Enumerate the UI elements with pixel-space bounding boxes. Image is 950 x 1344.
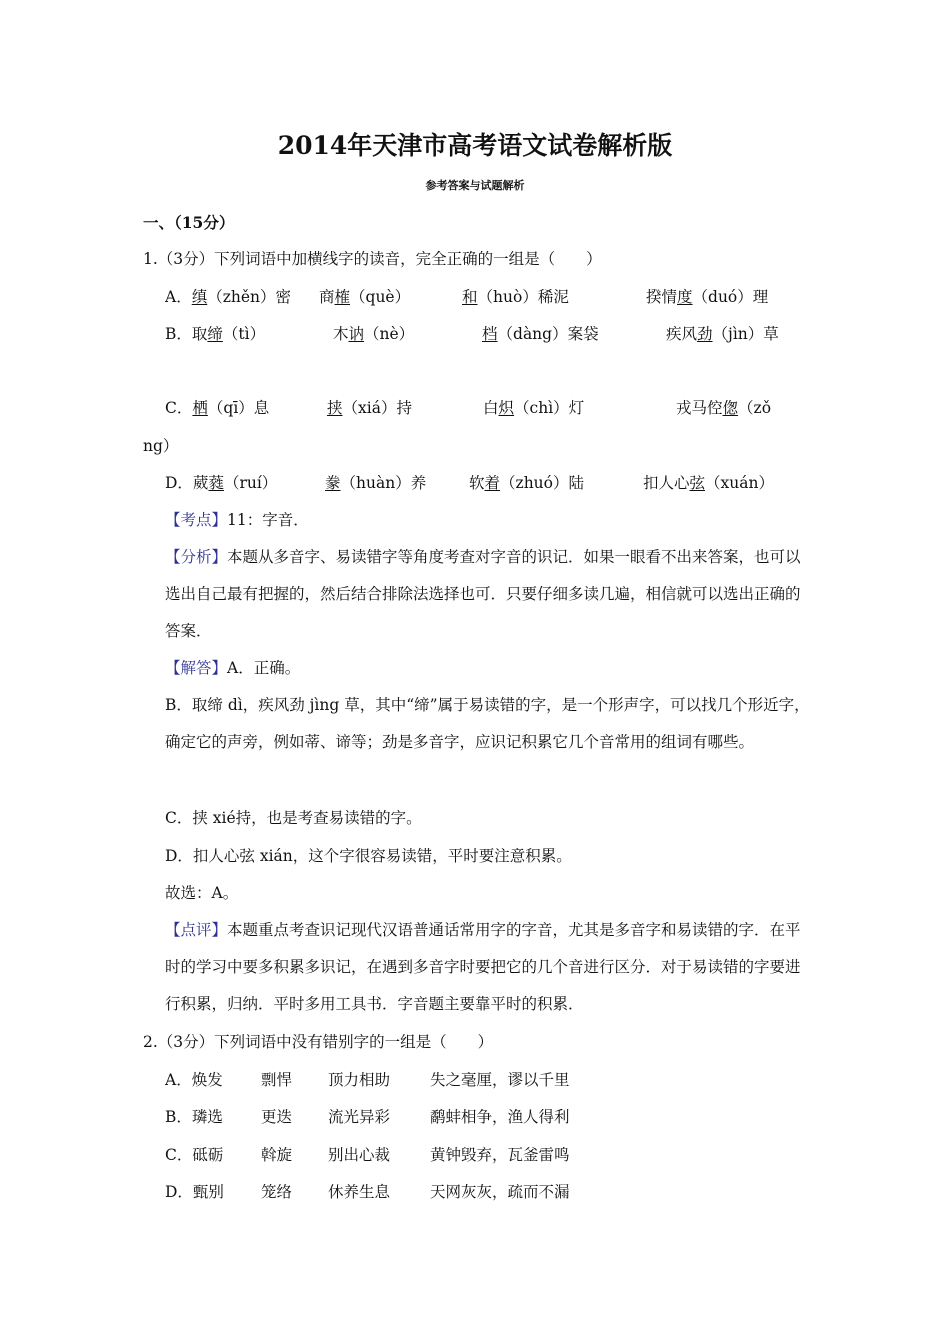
q2-d-col-4: 天网灰灰，疏而不漏 bbox=[430, 1183, 570, 1201]
q1-jieda: 【解答】A．正确。 bbox=[165, 659, 301, 677]
q2-d-col-2: 笼络 bbox=[261, 1183, 293, 1201]
q2-c-col-2: 斡旋 bbox=[261, 1146, 293, 1164]
q1-stem: 1.（3分）下列词语中加横线字的读音，完全正确的一组是（ ） bbox=[143, 250, 602, 268]
q1-a-item-4: 揆情度（duó）理 bbox=[646, 288, 769, 306]
q1-c-item-4: 戎马倥偬（zǒ bbox=[676, 399, 772, 417]
q1-c-item-1: C．栖（qī）息 bbox=[165, 399, 270, 417]
q1-a-item-1: A．缜（zhěn）密 bbox=[165, 288, 292, 306]
q1-c-wrap: ng） bbox=[143, 437, 179, 455]
q2-b-col-4: 鹬蚌相争，渔人得利 bbox=[430, 1108, 570, 1126]
q2-d-col-3: 休养生息 bbox=[328, 1183, 391, 1201]
q1-dianping: 【点评】本题重点考查识记现代汉语普通话常用字的字音，尤其是多音字和易读错的字．在平时的学习中要多积累多识记，在遇到多音字时要把它的几个音进行区分．对于易读错的字要进行积累，归纳．平时多用工具书．字音题主要靠平时的积累． bbox=[165, 921, 801, 1013]
q2-c-col-1: C．砥砺 bbox=[165, 1146, 224, 1164]
page-title: 2014年天津市高考语文试卷解析版 bbox=[277, 131, 673, 160]
q2-a-col-1: A．焕发 bbox=[165, 1071, 223, 1089]
q1-kaodian: 【考点】11：字音． bbox=[165, 511, 309, 529]
q2-a-col-4: 失之毫厘，谬以千里 bbox=[430, 1071, 570, 1089]
q2-c-col-4: 黄钟毁弃，瓦釜雷鸣 bbox=[430, 1146, 570, 1164]
section-heading: 一、（15分） bbox=[143, 213, 235, 232]
q1-d-answer: D．扣人心弦 xián，这个字很容易读错，平时要注意积累。 bbox=[165, 847, 572, 865]
q1-b-item-1: B．取缔（tì） bbox=[165, 325, 266, 343]
page-subtitle: 参考答案与试题解析 bbox=[425, 179, 525, 192]
q1-a-item-2: 商榷（què） bbox=[319, 288, 411, 306]
q1-b-item-2: 木讷（nè） bbox=[333, 325, 415, 343]
q1-d-item-4: 扣人心弦（xuán） bbox=[643, 474, 774, 492]
q2-a-col-3: 顶力相助 bbox=[328, 1071, 391, 1089]
q2-c-col-3: 别出心裁 bbox=[328, 1146, 391, 1164]
q1-c-item-2: 挟（xiá）持 bbox=[327, 399, 412, 417]
q2-stem: 2.（3分）下列词语中没有错别字的一组是（ ） bbox=[143, 1033, 494, 1051]
q1-a-item-3: 和（huò）稀泥 bbox=[462, 288, 569, 306]
q1-d-item-2: 豢（huàn）养 bbox=[325, 474, 427, 492]
q1-c-answer: C．挟 xié持，也是考查易读错的字。 bbox=[165, 809, 422, 827]
q2-b-col-2: 更迭 bbox=[261, 1108, 293, 1126]
q1-c-item-3: 白炽（chì）灯 bbox=[483, 399, 585, 417]
q2-b-col-3: 流光异彩 bbox=[328, 1108, 391, 1126]
q1-b-item-4: 疾风劲（jìn）草 bbox=[666, 325, 779, 343]
q1-d-item-3: 软着（zhuó）陆 bbox=[469, 474, 584, 492]
q2-b-col-1: B．璘选 bbox=[165, 1108, 223, 1126]
q2-d-col-1: D．甄别 bbox=[165, 1183, 224, 1201]
q1-fenxi: 【分析】本题从多音字、易读错字等角度考查对字音的识记．如果一眼看不出来答案，也可以选出自己最有把握的，然后结合排除法选择也可．只要仔细多读几遍，相信就可以选出正确的答案． bbox=[165, 548, 801, 640]
q1-b-item-3: 档（dàng）案袋 bbox=[482, 325, 599, 343]
q1-final-answer: 故选：A。 bbox=[165, 884, 239, 902]
q1-d-item-1: D．葳蕤（ruí） bbox=[165, 474, 278, 492]
q1-b-answer: B．取缔 dì，疾风劲 jìng 草，其中“缔”属于易读错的字，是一个形声字，可以找几个形近字，确定它的声旁，例如蒂、谛等；劲是多音字，应识记积累它几个音常用的组词有哪些。 bbox=[165, 696, 810, 751]
q2-a-col-2: 剽悍 bbox=[261, 1071, 293, 1089]
